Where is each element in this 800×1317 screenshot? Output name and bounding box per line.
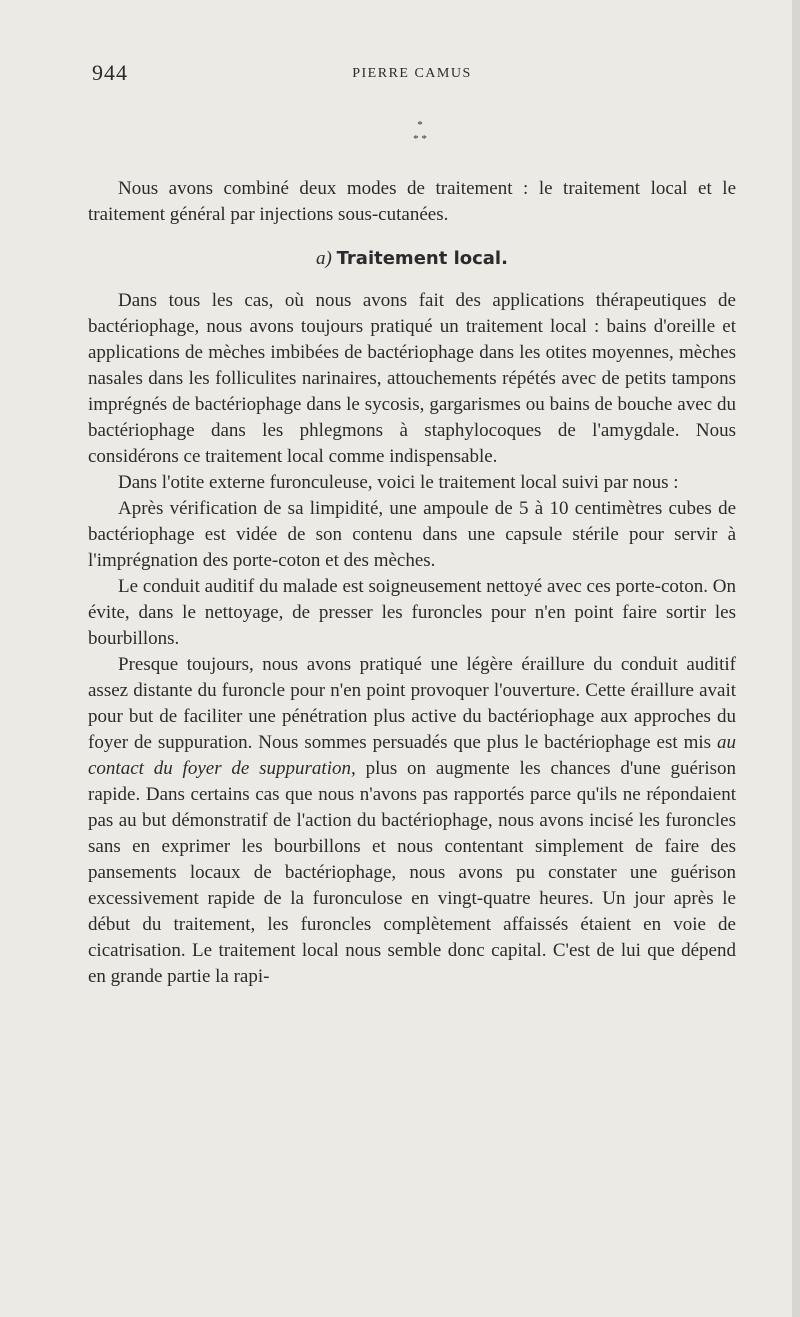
page-number: 944: [92, 60, 128, 85]
paragraph-intro: Nous avons combiné deux modes de traitement : le traitement local et le traitement général par injections sous-cutanées.: [88, 178, 736, 225]
page-header: [92, 60, 732, 86]
section-heading: [88, 246, 736, 272]
section-heading-label: Traitement local.: [336, 248, 508, 269]
page-edge: [792, 0, 800, 1317]
asterism-bottom: * *: [413, 133, 427, 145]
paragraph-3: Après vérification de sa limpidité, une ampoule de 5 à 10 centimètres cubes de bactériophage est vidée de son contenu dans une capsule stérile pour servir à l'imprégnation des porte-coton et des mèches.: [88, 498, 736, 571]
asterism-ornament: [390, 118, 450, 152]
asterism-top: *: [417, 119, 423, 131]
paragraph-4: Le conduit auditif du malade est soigneusement nettoyé avec ces porte-coton. On évite, dans le nettoyage, de presser les furoncles pour n'en point faire sortir les bourbillons.: [88, 576, 736, 649]
paragraph-2: Dans l'otite externe furonculeuse, voici le traitement local suivi par nous :: [118, 472, 679, 493]
paragraph-5: [88, 652, 736, 990]
paragraph-5-italic: au contact du foyer de suppuration,: [88, 732, 737, 779]
paragraph-5-part-a: Presque toujours, nous avons pratiqué une légère éraillure du conduit auditif assez distante du furoncle pour n'en point provoquer l'ouverture. Cette éraillure avait pour but de faciliter une pénétration plus active du bactériophage aux approches du foyer de suppuration. Nous sommes persuadés que plus le bactériophage est mis: [88, 654, 736, 753]
body-text: [88, 176, 736, 990]
paragraph-1: Dans tous les cas, où nous avons fait des applications thérapeutiques de bactériophage, nous avons toujours pratiqué un traitement local : bains d'oreille et applications de mèches imbibées de bactériophage dans les otites moyennes, mèches nasales dans les folliculites narinaires, attouchements répétés avec de petits tampons imprégnés de bactériophage dans le sycosis, gargarismes ou bains de bouche avec du bactériophage dans les phlegmons à staphylocoques de l'amygdale. Nous considérons ce traitement local comme indispensable.: [88, 290, 736, 467]
section-heading-letter: a): [316, 248, 332, 269]
paragraph-5-part-b: plus on augmente les chances d'une guérison rapide. Dans certains cas que nous n'avons pas rapportés parce qu'ils ne répondaient pas au but démonstratif de l'action du bactériophage, nous avons incisé les furoncles sans en exprimer les bourbillons et nous contentant simplement de faire des pansements locaux de bactériophage, nous avons pu constater une guérison excessivement rapide de la furonculose en vingt-quatre heures. Un jour après le début du traitement, les furoncles complètement affaissés étaient en voie de cicatrisation. Le traitement local nous semble donc capital. C'est de lui que dépend en grande partie la rapi-: [88, 758, 736, 987]
running-head: PIERRE CAMUS: [352, 66, 472, 81]
